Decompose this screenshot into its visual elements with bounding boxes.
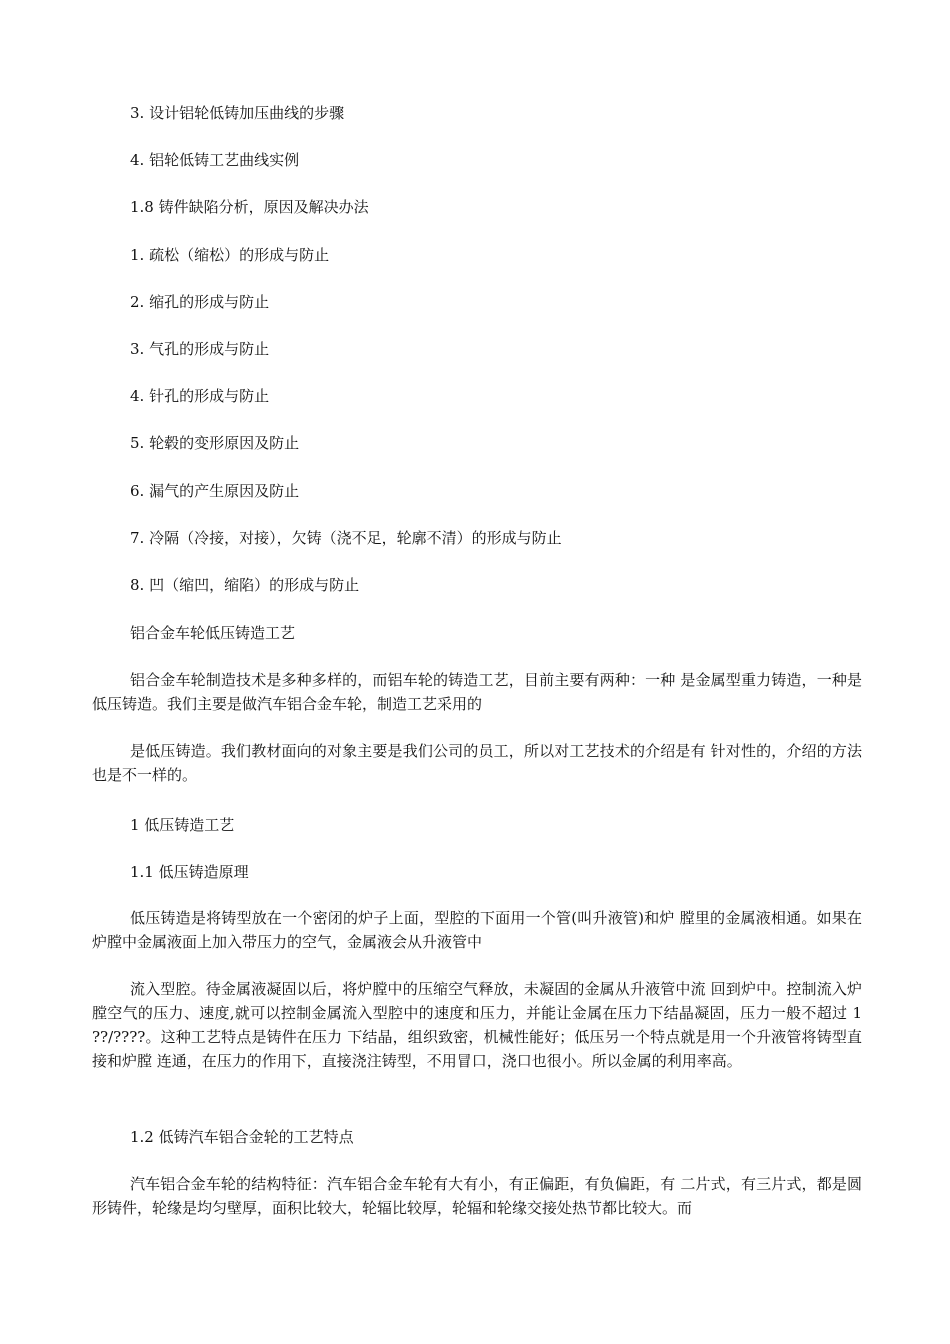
section-heading: 1.8 铸件缺陷分析，原因及解决办法 (130, 198, 369, 216)
list-item: 3. 设计铝轮低铸加压曲线的步骤 (130, 104, 345, 122)
document-title: 铝合金车轮低压铸造工艺 (130, 624, 296, 642)
paragraph: 低压铸造是将铸型放在一个密闭的炉子上面，型腔的下面用一个管(叫升液管)和炉 膛里的金属液相通。如果在炉膛中金属液面上加入带压力的空气，金属液会从升液管中 (92, 909, 862, 951)
list-item: 8. 凹（缩凹，缩陷）的形成与防止 (130, 576, 360, 594)
list-item: 5. 轮毂的变形原因及防止 (130, 434, 300, 452)
section-heading: 1.1 低压铸造原理 (130, 863, 249, 881)
list-item: 4. 针孔的形成与防止 (130, 387, 270, 405)
list-item: 2. 缩孔的形成与防止 (130, 293, 270, 311)
section-heading: 1 低压铸造工艺 (130, 816, 235, 834)
section-heading: 1.2 低铸汽车铝合金轮的工艺特点 (130, 1128, 354, 1146)
paragraph: 铝合金车轮制造技术是多种多样的，而铝车轮的铸造工艺，目前主要有两种：一种 是金属型重力铸造，一种是低压铸造。我们主要是做汽车铝合金车轮，制造工艺采用的 (92, 671, 862, 713)
paragraph: 流入型腔。待金属液凝固以后，将炉膛中的压缩空气释放，未凝固的金属从升液管中流 回到炉中。控制流入炉膛空气的压力、速度,就可以控制金属流入型腔中的速度和压力，并能让金属在压力下结晶凝固，压力一般不超过 1 ??/????。这种工艺特点是铸件在压力 下结晶，组织致密，机械性能好；低压另一个特点就是用一个升液管将铸型直接和炉膛 连通，在压力的作用下，直接浇注铸型，不用冒口，浇口也很小。所以金属的利用率高。 (92, 980, 862, 1070)
list-item: 7. 冷隔（冷接，对接），欠铸（浇不足，轮廓不清）的形成与防止 (130, 529, 562, 547)
list-item: 1. 疏松（缩松）的形成与防止 (130, 246, 330, 264)
list-item: 4. 铝轮低铸工艺曲线实例 (130, 151, 300, 169)
list-item: 6. 漏气的产生原因及防止 (130, 482, 300, 500)
paragraph: 汽车铝合金车轮的结构特征：汽车铝合金车轮有大有小，有正偏距，有负偏距，有 二片式，有三片式，都是圆形铸件，轮缘是均匀壁厚，面积比较大，轮辐比较厚，轮辐和轮缘交接处热节都比较大。而 (92, 1175, 862, 1217)
list-item: 3. 气孔的形成与防止 (130, 340, 270, 358)
paragraph: 是低压铸造。我们教材面向的对象主要是我们公司的员工，所以对工艺技术的介绍是有 针对性的，介绍的方法也是不一样的。 (92, 742, 862, 784)
